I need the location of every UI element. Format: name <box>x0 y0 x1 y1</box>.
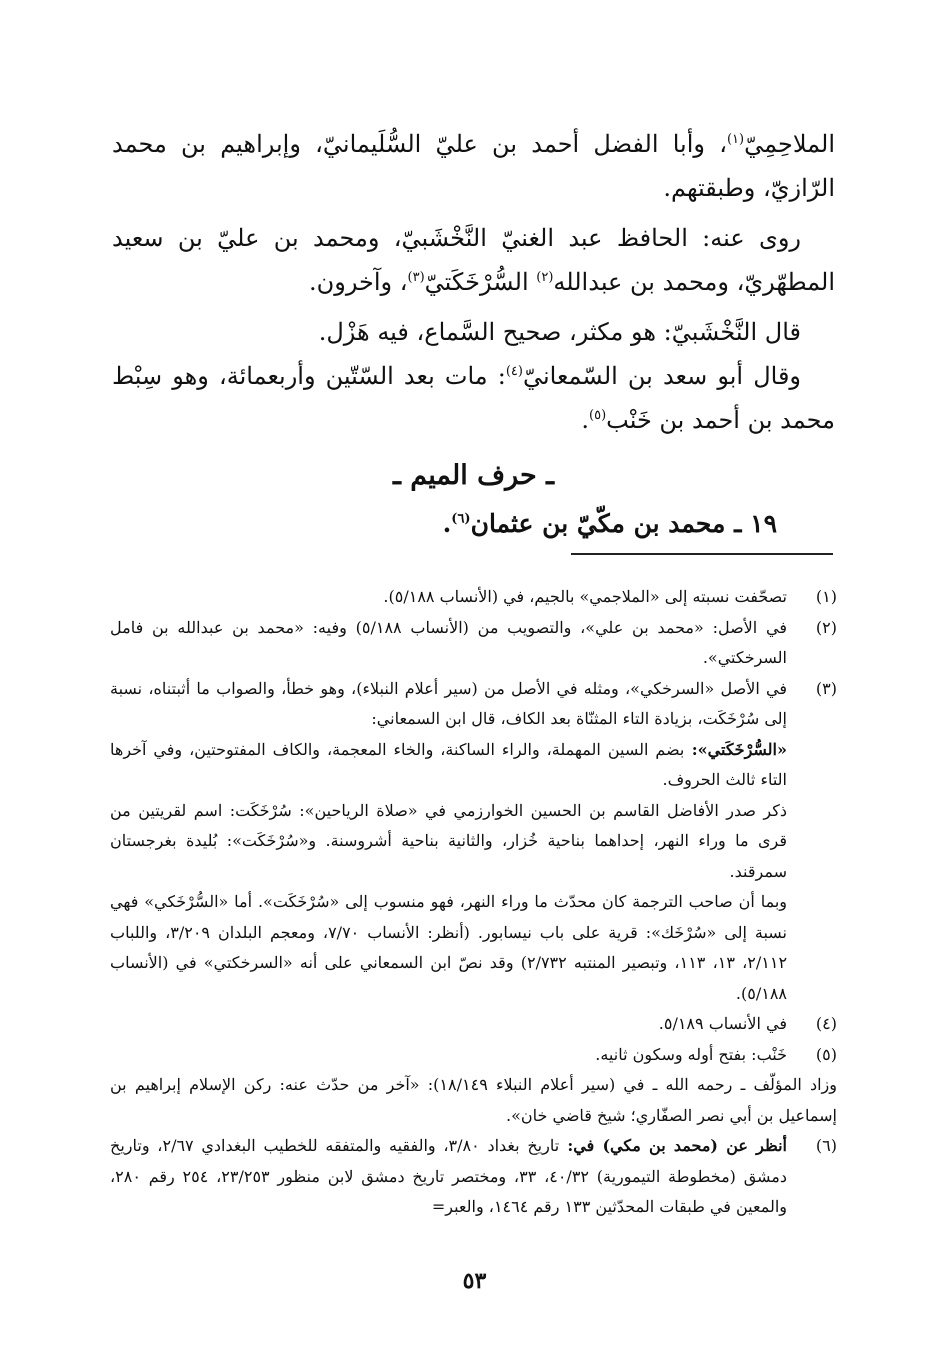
paragraph-4 <box>112 354 835 442</box>
footnote-text: تصحّفت نسبته إلى «الملاجمي» بالجيم، في (الأنساب ٥/١٨٨). <box>383 587 787 606</box>
footnote-number: (٤) <box>815 1014 837 1033</box>
footnote-6 <box>110 1131 837 1223</box>
footnote-text <box>110 1131 787 1223</box>
footnote-ref-4[interactable]: (٤) <box>505 364 523 379</box>
text: تاريخ بغداد ٣/٨٠، والفقيه والمتفقه للخطيب البغدادي ٢/٦٧، وتاريخ دمشق (مخطوطة التيمورية) ٤٠/٣٢، ٣٣، ومختصر تاريخ دمشق لابن منظور ٢٣/٢٥٣، ٢٥٤ رقم ٢٨٠، والمعين في طبقات المحدّثين ١٣٣ رقم ١٤٦٤، والعبر= <box>110 1136 788 1216</box>
footnote-ref-6[interactable]: (٦) <box>451 511 471 527</box>
text: وقال أبو سعد بن السّمعانيّ <box>522 362 802 390</box>
footnotes <box>110 582 837 1223</box>
footnote-3-definition <box>110 735 837 796</box>
footnote-5 <box>110 1040 837 1071</box>
footnote-number: (٦) <box>815 1136 837 1155</box>
footnote-separator <box>571 553 833 555</box>
footnote-text: خَنْب: بفتح أوله وسكون ثانيه. <box>595 1044 787 1064</box>
text: . <box>581 406 589 434</box>
footnote-text: في الأصل «السرخكي»، ومثله في الأصل من (سير أعلام النبلاء)، وهو خطأ، والصواب ما أثبتناه، نسبة إلى سُرْخَكَت، بزيادة التاء المثنّاة بعد الكاف، قال ابن السمعاني: <box>110 678 787 728</box>
section-heading: ـ حرف الميم ـ <box>392 460 555 491</box>
footnote-number: (١) <box>815 587 837 606</box>
paragraph-3: قال النَّخْشَبيّ: هو مكثر، صحيح السَّماع، فيه هَزْل. <box>318 318 801 346</box>
footnote-ref-5[interactable]: (٥) <box>589 408 607 423</box>
footnote-3-continued: ذكر صدر الأفاضل القاسم بن الحسين الخوارزمي في «صلاة الرياحين»: سُرْخَكَت: اسم لقريتين من قرى ما وراء النهر، إحداهما بناحية خُزار، والثانية بناحية أشروسنة. و«سُرْخَكَت»: بُليدة بغرجستان سمرقند. <box>110 800 788 881</box>
footnote-ref-3[interactable]: (٣) <box>407 270 425 285</box>
main-text <box>112 122 835 546</box>
text: بضم السين المهملة، والراء الساكنة، والخاء المعجمة، والكاف المفتوحتين، وفي آخرها التاء ثالث الحروف. <box>110 739 787 789</box>
footnote-3 <box>110 674 837 735</box>
footnote-1 <box>110 582 837 613</box>
page-number: ٥٣ <box>462 1268 487 1294</box>
footnote-ref-2[interactable]: (٢) <box>536 270 554 285</box>
text: ١٩ ـ محمد بن مكّيّ بن عثمان <box>470 509 777 538</box>
footnote-ref-1[interactable]: (١) <box>726 132 745 147</box>
footnote-number: (٣) <box>815 678 837 698</box>
footnote-5-continued: وزاد المؤلّف ـ رحمه الله ـ في (سير أعلام النبلاء ١٨/١٤٩): «آخر من حدّث عنه: ركن الإسلام إبراهيم بن إسماعيل بن أبي نصر الصفّاري؛ شيخ قاضي خان». <box>110 1075 838 1125</box>
text: ، وأبا الفضل أحمد بن عليّ السُّلَيمانيّ، وإبراهيم بن محمد الرّازيّ، وطبقتهم. <box>112 130 835 202</box>
text: : مات بعد السّتّين وأربعمائة، وهو سِبْط محمد بن أحمد بن خَنْب <box>112 362 835 434</box>
text: روى عنه: الحافظ عبد الغنيّ النَّخْشَبيّ، ومحمد بن عليّ بن سعيد المطهّريّ، ومحمد بن عبدالله <box>112 224 835 296</box>
text: . <box>442 509 452 538</box>
footnote-number: (٢) <box>815 617 837 637</box>
text: الملاحِمِيّ <box>744 130 835 158</box>
footnote-4 <box>110 1009 837 1040</box>
footnote-text: في الأصل: «محمد بن علي»، والتصويب من (الأنساب ٥/١٨٨) وفيه: «محمد بن عبدالله بن فامل السرخكتي». <box>110 617 787 667</box>
bold-term: «السُّرْخَكَتي»: <box>684 739 787 759</box>
paragraph-1 <box>112 122 835 210</box>
footnote-text: في الأنساب ٥/١٨٩. <box>658 1014 787 1033</box>
footnote-number: (٥) <box>815 1044 837 1064</box>
text: السُّرْخَكَتيّ <box>424 268 537 296</box>
entry-title <box>112 502 835 546</box>
footnote-2 <box>110 613 837 674</box>
text: ، وآخرون. <box>308 268 408 296</box>
bold-term: أنظر عن (محمد بن مكي) في: <box>559 1136 787 1155</box>
paragraph-2 <box>112 216 835 304</box>
footnote-3-conclusion: وبما أن صاحب الترجمة كان محدّث ما وراء النهر، فهو منسوب إلى «سُرْخَكَت». أما «السُّرْخَكي» فهي نسبة إلى «سُرْخَك»: قرية على باب نيسابور. (أنظر: الأنساب ٧/٧٠، ومعجم البلدان ٣/٢٠٩، واللباب ٢/١١٢، ١٣، ١١٣، وتبصير المنتبه ٢/٧٣٢) وقد نصّ ابن السمعاني على أنه «السرخكتي» في (الأنساب ٥/١٨٨). <box>110 892 788 1003</box>
